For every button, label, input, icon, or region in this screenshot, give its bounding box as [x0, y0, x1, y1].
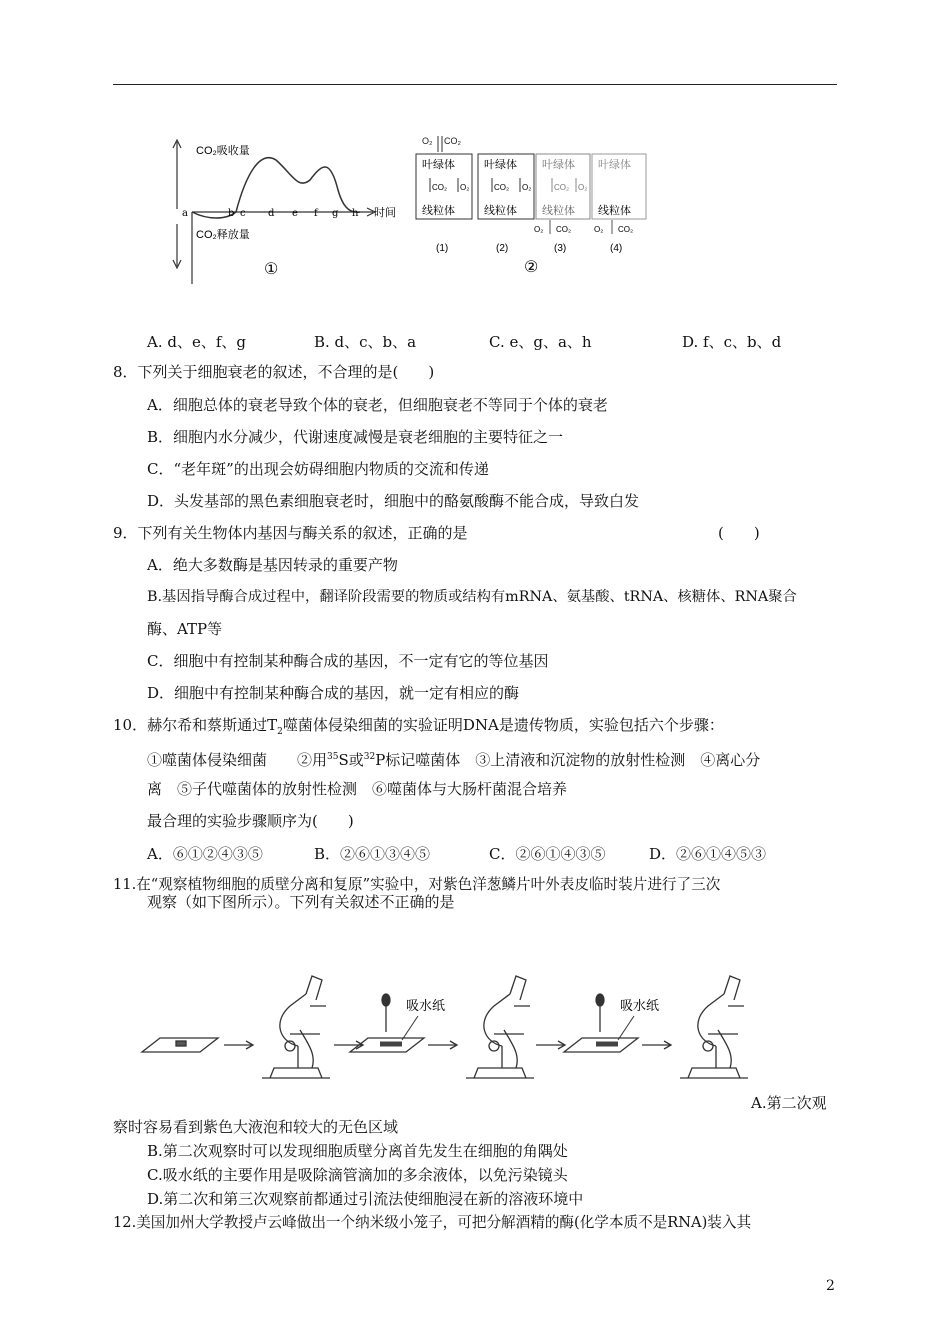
box2-co2: CO₂ [494, 183, 510, 192]
box2-o2: O₂ [522, 183, 532, 192]
paper-label-1: 吸水纸 [406, 998, 446, 1013]
mitochondria-1: 线粒体 [422, 205, 455, 217]
box-label-2: (2) [496, 243, 509, 254]
point-f: f [314, 208, 318, 219]
q8-stem: 8．下列关于细胞衰老的叙述，不合理的是( ) [113, 363, 435, 381]
point-a: a [182, 208, 188, 219]
q8-option-b: B．细胞内水分减少，代谢速度减慢是衰老细胞的主要特征之一 [147, 428, 564, 446]
q9-paren: ( ) [718, 524, 760, 542]
q10-steps-1a: ①噬菌体侵染细菌 ②用 [147, 751, 328, 769]
point-e: e [292, 208, 298, 219]
q10-option-b: B．②⑥①③④⑤ [314, 845, 431, 863]
point-d: d [268, 208, 275, 219]
point-c: c [240, 208, 246, 219]
q11-option-b: B.第二次观察时可以发现细胞质壁分离首先发生在细胞的角隅处 [147, 1142, 568, 1160]
q8-option-a: A．细胞总体的衰老导致个体的衰老，但细胞衰老不等同于个体的衰老 [147, 396, 608, 414]
q10-stem-sub: 2 [277, 727, 283, 737]
box3-co2: CO₂ [554, 183, 570, 192]
q10-steps-1b: S或 [338, 751, 364, 769]
box3-bottom-co2: CO₂ [556, 225, 572, 234]
q10-option-d: D．②⑥①④⑤③ [649, 845, 767, 863]
box1-co2: CO₂ [432, 183, 448, 192]
co2-curve-figure [168, 134, 413, 289]
q11-stem-line1: 11.在“观察植物细胞的质壁分离和复原”实验中，对紫色洋葱鳞片叶外表皮临时装片进行了三次 [113, 876, 721, 893]
q8-option-c: C．“老年斑”的出现会妨碍细胞内物质的交流和传递 [147, 460, 489, 478]
q11-option-a-line2: 察时容易看到紫色大液泡和较大的无色区域 [113, 1118, 399, 1136]
box3-bottom-o2: O₂ [534, 225, 544, 234]
q10-stem-b: 噬菌体侵染细菌的实验证明DNA是遗传物质，实验包括六个步骤： [282, 716, 724, 734]
q7-option-b: B. d、c、b、a [314, 333, 417, 351]
q11-option-c: C.吸水纸的主要作用是吸除滴管滴加的多余液体，以免污染镜头 [147, 1166, 568, 1184]
q10-sup-35: 35 [327, 752, 339, 762]
q10-ask: 最合理的实验步骤顺序为( ) [147, 812, 354, 830]
point-g: g [332, 208, 339, 219]
q7-option-d: D. f、c、b、d [682, 333, 782, 351]
box1-o2: O₂ [460, 183, 470, 192]
box4-bottom-co2: CO₂ [618, 225, 634, 234]
q12-stem: 12.美国加州大学教授卢云峰做出一个纳米级小笼子，可把分解酒精的酶(化学本质不是RNA)装入其 [113, 1214, 752, 1231]
box-label-4: (4) [610, 243, 623, 254]
box3-o2: O₂ [578, 183, 588, 192]
top-o2: O₂ [422, 136, 433, 146]
q11-option-d: D.第二次和第三次观察前都通过引流法使细胞浸在新的溶液环境中 [147, 1190, 584, 1208]
box4-bottom-o2: O₂ [594, 225, 604, 234]
figure-1-label: ① [264, 259, 279, 278]
organelle-figure [412, 130, 657, 280]
q9-option-c: C．细胞中有控制某种酶合成的基因，不一定有它的等位基因 [147, 652, 549, 670]
q10-option-c: C．②⑥①④③⑤ [489, 845, 606, 863]
q10-option-a: A．⑥①②④③⑤ [147, 845, 263, 863]
chloroplast-4: 叶绿体 [598, 159, 631, 171]
microscope-figure [140, 972, 765, 1092]
q10-stem-a: 10．赫尔希和蔡斯通过T [113, 716, 278, 734]
q9-stem: 9．下列有关生物体内基因与酶关系的叙述，正确的是 [113, 524, 468, 542]
mitochondria-4: 线粒体 [598, 205, 631, 217]
q9-option-b-line2: 酶、ATP等 [147, 620, 223, 638]
chloroplast-1: 叶绿体 [422, 159, 455, 171]
q10-steps-line2: 离 ⑤子代噬菌体的放射性检测 ⑥噬菌体与大肠杆菌混合培养 [147, 780, 568, 798]
q10-steps-1c: P标记噬菌体 ③上清液和沉淀物的放射性检测 ④离心分 [375, 751, 761, 769]
q7-option-c: C. e、g、a、h [489, 333, 592, 351]
q11-stem-line2: 观察（如下图所示）。下列有关叙述不正确的是 [147, 893, 455, 911]
q10-sup-32: 32 [363, 752, 376, 762]
q7-option-a: A. d、e、f、g [147, 333, 247, 351]
mitochondria-2: 线粒体 [484, 205, 517, 217]
paper-label-2: 吸水纸 [620, 998, 660, 1013]
q11-option-a-line1: A.第二次观 [751, 1094, 827, 1112]
page-number: 2 [826, 1278, 835, 1294]
mitochondria-3: 线粒体 [542, 205, 575, 217]
q9-option-d: D．细胞中有控制某种酶合成的基因，就一定有相应的酶 [147, 684, 520, 702]
q9-option-b-line1: B.基因指导酶合成过程中，翻译阶段需要的物质或结构有mRNA、氨基酸、tRNA、核糖体、RNA聚合 [147, 589, 797, 605]
chloroplast-2: 叶绿体 [484, 159, 517, 171]
co2-absorb-label: CO₂吸收量 [196, 145, 250, 157]
point-h: h [352, 208, 359, 219]
figure-2-label: ② [524, 257, 539, 276]
box-label-3: (3) [554, 243, 567, 254]
q10-stem [113, 715, 724, 742]
top-co2: CO₂ [444, 136, 461, 146]
q9-option-a: A．绝大多数酶是基因转录的重要产物 [147, 556, 398, 574]
box-label-1: (1) [436, 243, 449, 254]
q8-option-d: D．头发基部的黑色素细胞衰老时，细胞中的酪氨酸酶不能合成，导致白发 [147, 492, 640, 510]
time-label: 时间 [374, 206, 396, 219]
co2-release-label: CO₂释放量 [196, 229, 250, 241]
header-rule [113, 84, 837, 85]
point-b: b [228, 208, 235, 219]
q10-steps-line1 [147, 747, 760, 770]
chloroplast-3: 叶绿体 [542, 159, 575, 171]
